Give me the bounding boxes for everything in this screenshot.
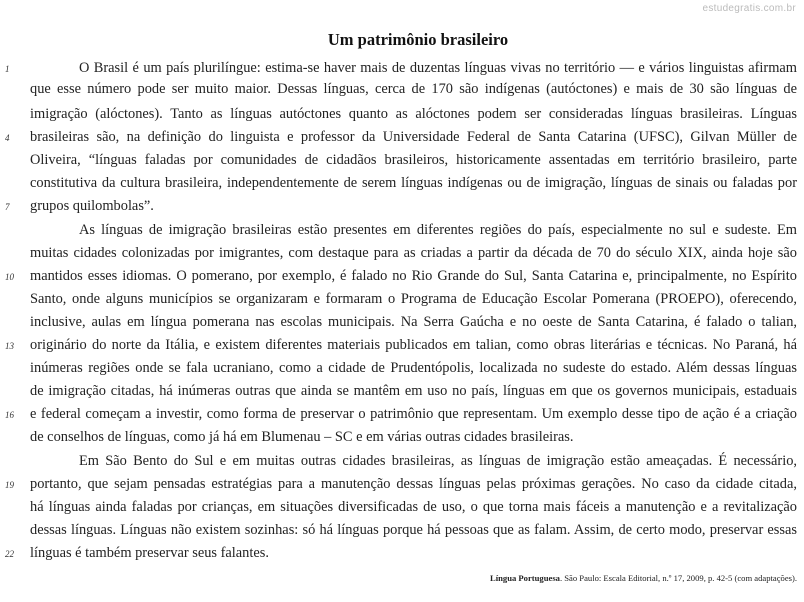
line-number: 19 bbox=[5, 480, 14, 490]
text-line: imigração (alóctones). Tanto as línguas autóctones quanto as alóctones podem ser consideradas línguas brasileiras. Línguas bbox=[30, 106, 797, 122]
text-line: que esse número pode ser muito maior. Dessas línguas, cerca de 170 são indígenas (autóctones) e mais de 30 são línguas de bbox=[30, 81, 797, 97]
line-number: 1 bbox=[5, 64, 10, 74]
line-number: 7 bbox=[5, 202, 10, 212]
line-number: 4 bbox=[5, 133, 10, 143]
text-line: línguas é também preservar seus falantes. bbox=[30, 545, 269, 561]
text-line: muitas cidades colonizadas por imigrantes, com destaque para as criadas a partir da década de 70 do século XIX, ainda hoje são bbox=[30, 245, 797, 261]
text-line: O Brasil é um país plurilíngue: estima-se haver mais de duzentas línguas vivas no território — e vários linguistas afirmam bbox=[79, 60, 797, 76]
source-details: . São Paulo: Escala Editorial, n.º 17, 2009, p. 42-5 (com adaptações). bbox=[559, 573, 797, 583]
text-line: há línguas ainda faladas por crianças, em situações diversificadas de uso, o que torna mais fáceis a manutenção e a revitalização bbox=[30, 499, 797, 515]
text-line: As línguas de imigração brasileiras estão presentes em diferentes regiões do país, especialmente no sul e sudeste. Em bbox=[79, 222, 797, 238]
source-title: Língua Portuguesa bbox=[490, 573, 560, 583]
text-line: dessas línguas. Línguas não existem sozinhas: só há línguas porque há pessoas que as falam. Assim, de certo modo, preservar essas bbox=[30, 522, 797, 538]
text-line: Oliveira, “línguas faladas por comunidades de cidadãos brasileiros, historicamente assentadas em território brasileiro, parte bbox=[30, 152, 797, 168]
text-line: originário do norte da Itália, e existem diferentes materiais publicados em talian, como obras literárias e técnicas. No Paraná, há bbox=[30, 337, 797, 353]
text-line: de imigração citadas, há inúmeras outras que ainda se mantêm em uso no país, línguas em que os governos municipais, estaduais bbox=[30, 383, 797, 399]
text-line: inúmeras regiões onde se fala ucraniano, como a cidade de Prudentópolis, localizada no sudeste do estado. Além dessas línguas bbox=[30, 360, 797, 376]
text-line: Santo, onde alguns municípios se organizaram e formaram o Programa de Educação Escolar Pomerana (PROEPO), oferecendo, bbox=[30, 291, 797, 307]
line-number: 16 bbox=[5, 410, 14, 420]
line-number: 10 bbox=[5, 272, 14, 282]
page-title: Um patrimônio brasileiro bbox=[327, 30, 509, 49]
text-line: portanto, que sejam pensadas estratégias para a manutenção dessas línguas pelas próximas gerações. No caso da cidade citada, bbox=[30, 476, 797, 492]
text-line: inclusive, aulas em língua pomerana nas escolas municipais. Na Serra Gaúcha e no oeste de Santa Catarina, é falado o talian, bbox=[30, 314, 797, 330]
line-number: 13 bbox=[5, 341, 14, 351]
text-line: mantidos esses idiomas. O pomerano, por exemplo, é falado no Rio Grande do Sul, Santa Catarina e, principalmente, no Espírito bbox=[30, 268, 797, 284]
line-number: 22 bbox=[5, 549, 14, 559]
text-line: constitutiva da cultura brasileira, independentemente de serem línguas indígenas ou de imigração, línguas de sinais ou faladas por bbox=[30, 175, 797, 191]
text-line: de conselhos de línguas, como já há em Blumenau – SC e em várias outras cidades brasileiras. bbox=[30, 429, 574, 445]
text-line: grupos quilombolas”. bbox=[30, 198, 154, 214]
text-line: Em São Bento do Sul e em muitas outras cidades brasileiras, as línguas de imigração estão ameaçadas. É necessário, bbox=[79, 453, 797, 469]
source-citation bbox=[490, 573, 797, 583]
text-line: brasileiras são, na definição do linguista e professor da Universidade Federal de Santa Catarina (UFSC), Gilvan Müller de bbox=[30, 129, 797, 145]
watermark: estudegratis.com.br bbox=[702, 3, 796, 14]
text-line: e federal começam a investir, como forma de preservar o patrimônio que representam. Um exemplo desse tipo de ação é a criação bbox=[30, 406, 797, 422]
